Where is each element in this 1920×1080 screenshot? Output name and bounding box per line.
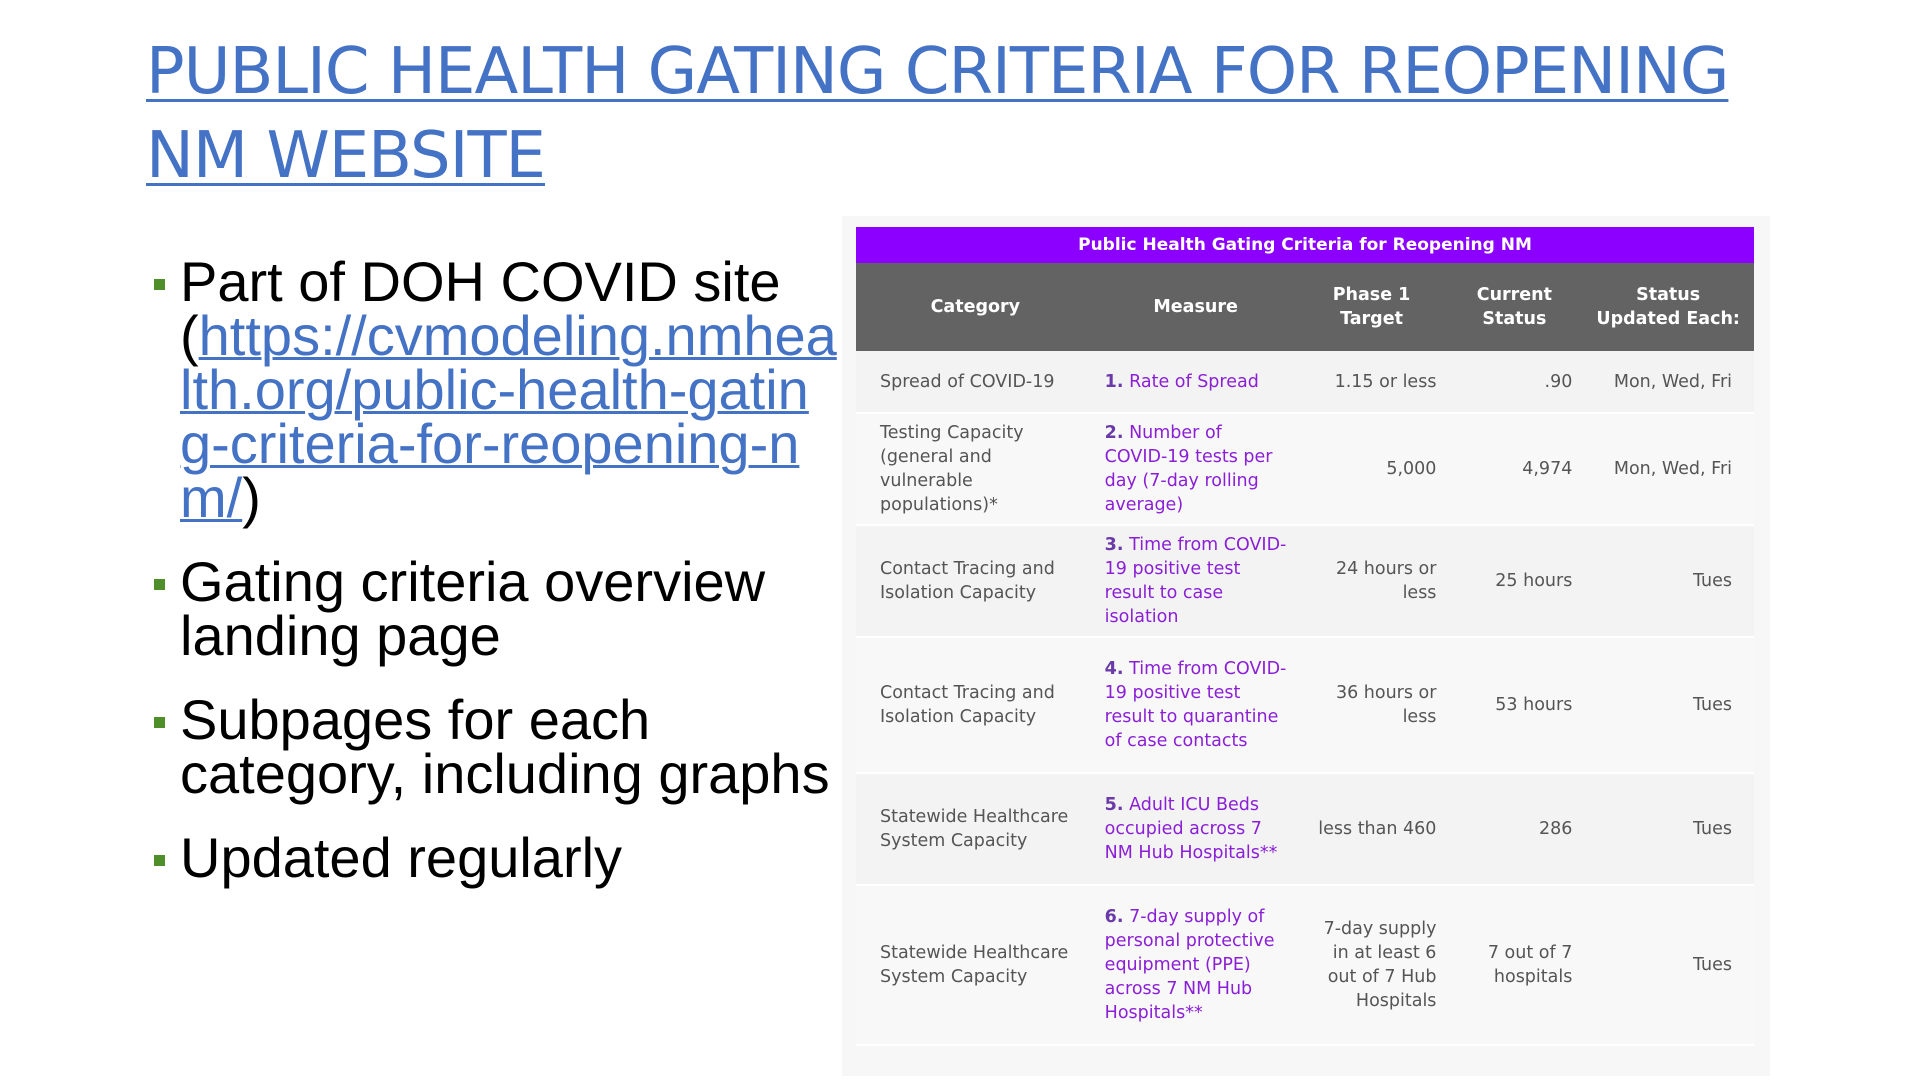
slide-title	[146, 30, 1826, 198]
measure-link[interactable]: Rate of Spread	[1129, 371, 1259, 392]
measure-number: 2.	[1104, 423, 1124, 443]
bullet-square-icon	[154, 855, 165, 866]
bullet-item-updated	[148, 826, 838, 889]
measure-link[interactable]: Adult ICU Beds occupied across 7 NM Hub Hospitals	[1104, 795, 1262, 863]
measure-number: 3.	[1104, 535, 1124, 555]
doh-site-link[interactable]: https://cvmodeling.nmhealth.org/public-health-gating-criteria-for-reopening-nm/	[180, 304, 837, 529]
measure-link[interactable]: 7-day supply of personal protective equipment (PPE) across 7 NM Hub Hospitals	[1104, 907, 1275, 1023]
cell-current: 4,974	[1446, 413, 1582, 525]
slide-title-link[interactable]: PUBLIC HEALTH GATING CRITERIA FOR REOPENING NM WEBSITE	[146, 35, 1729, 193]
table-row	[856, 885, 1754, 1045]
cell-updated: Tues	[1582, 885, 1754, 1045]
cell-category: Spread of COVID-19	[856, 351, 1095, 413]
cell-updated: Tues	[1582, 525, 1754, 637]
bullet-item-doh-site	[148, 250, 838, 529]
gating-criteria-table	[856, 263, 1754, 1046]
cell-target: less than 460	[1297, 773, 1447, 885]
header-updated: Status Updated Each:	[1582, 263, 1754, 351]
cell-target: 24 hours or less	[1297, 525, 1447, 637]
cell-category: Statewide Healthcare System Capacity	[856, 773, 1095, 885]
table-row	[856, 637, 1754, 773]
bullet-item-overview	[148, 550, 838, 667]
header-current: Current Status	[1446, 263, 1582, 351]
bullet-text: Subpages for each category, including graphs	[180, 688, 830, 805]
cell-measure	[1095, 351, 1297, 413]
measure-link[interactable]: Time from COVID-19 positive test result to case isolation	[1104, 535, 1287, 627]
header-target: Phase 1 Target	[1297, 263, 1447, 351]
bullet-item-subpages	[148, 688, 838, 805]
cell-measure	[1095, 413, 1297, 525]
cell-category: Statewide Healthcare System Capacity	[856, 885, 1095, 1045]
bullet-square-icon	[154, 717, 165, 728]
cell-current: 286	[1446, 773, 1582, 885]
bullet-text-closing: )	[242, 466, 261, 529]
cell-updated: Mon, Wed, Fri	[1582, 413, 1754, 525]
bullet-text: Part of DOH COVID site (	[180, 250, 781, 367]
header-measure: Measure	[1095, 263, 1297, 351]
cell-updated: Mon, Wed, Fri	[1582, 351, 1754, 413]
table-row	[856, 413, 1754, 525]
bullet-text: Gating criteria overview landing page	[180, 550, 766, 667]
bullet-text: Updated regularly	[180, 826, 623, 889]
cell-target: 5,000	[1297, 413, 1447, 525]
bullet-square-icon	[154, 279, 165, 290]
cell-current: 7 out of 7 hospitals	[1446, 885, 1582, 1045]
measure-link[interactable]: Number of COVID-19 tests per day (7-day rolling average)	[1104, 423, 1273, 515]
cell-measure	[1095, 773, 1297, 885]
cell-current: 53 hours	[1446, 637, 1582, 773]
measure-number: 6.	[1104, 907, 1124, 927]
measure-number: 5.	[1104, 795, 1124, 815]
cell-target: 1.15 or less	[1297, 351, 1447, 413]
footnote-marker: **	[1259, 843, 1278, 863]
cell-measure	[1095, 885, 1297, 1045]
measure-number: 1.	[1104, 371, 1124, 392]
table-row	[856, 351, 1754, 413]
header-category: Category	[856, 263, 1095, 351]
cell-category: Contact Tracing and Isolation Capacity	[856, 637, 1095, 773]
footnote-marker: **	[1185, 1003, 1203, 1023]
cell-category: Contact Tracing and Isolation Capacity	[856, 525, 1095, 637]
cell-target: 7-day supply in at least 6 out of 7 Hub Hospitals	[1297, 885, 1447, 1045]
cell-measure	[1095, 637, 1297, 773]
cell-target: 36 hours or less	[1297, 637, 1447, 773]
table-header-row	[856, 263, 1754, 351]
measure-link[interactable]: Time from COVID-19 positive test result to quarantine of case contacts	[1104, 659, 1287, 751]
bullet-square-icon	[154, 579, 165, 590]
cell-current: 25 hours	[1446, 525, 1582, 637]
bullet-list	[148, 250, 838, 915]
table-banner: Public Health Gating Criteria for Reopening NM	[856, 227, 1754, 263]
measure-number: 4.	[1104, 659, 1124, 679]
cell-updated: Tues	[1582, 637, 1754, 773]
cell-measure	[1095, 525, 1297, 637]
cell-category: Testing Capacity (general and vulnerable populations)*	[856, 413, 1095, 525]
table-row	[856, 773, 1754, 885]
cell-updated: Tues	[1582, 773, 1754, 885]
table-row	[856, 525, 1754, 637]
cell-current: .90	[1446, 351, 1582, 413]
